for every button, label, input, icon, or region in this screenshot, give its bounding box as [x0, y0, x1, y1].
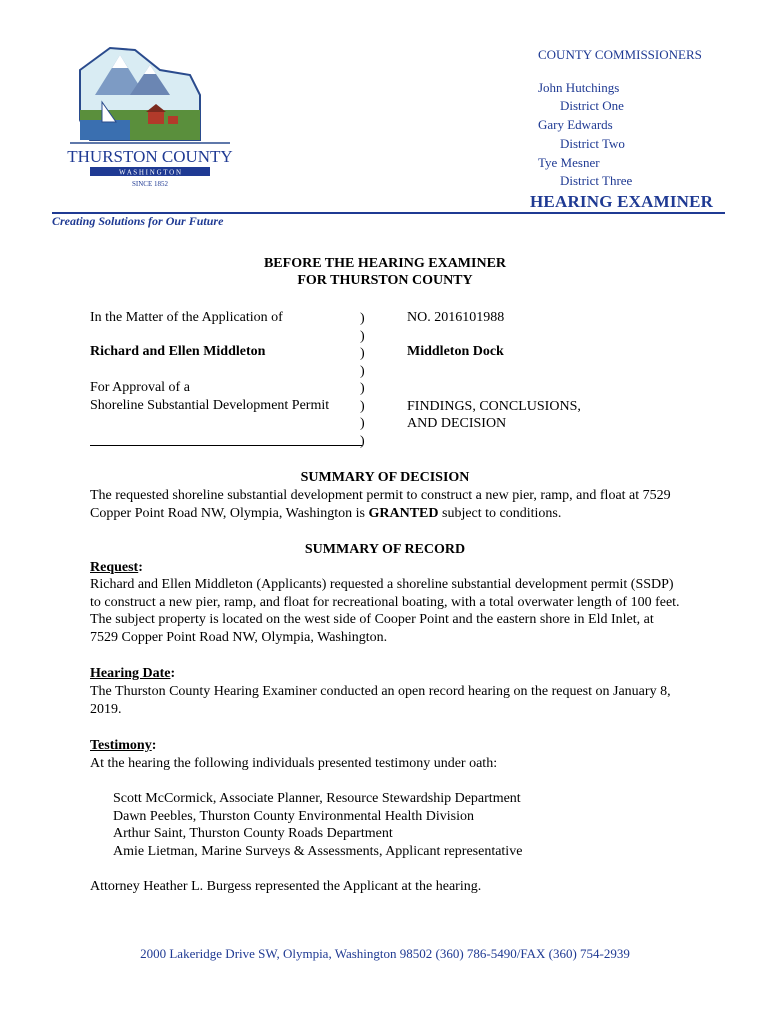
hearing-date-label: Hearing Date: — [90, 666, 176, 681]
doc-title-line2: FOR THURSTON COUNTY — [297, 273, 473, 288]
office-title: HEARING EXAMINER — [530, 192, 714, 211]
project-name: Middleton Dock — [407, 344, 504, 359]
request-label: Request: — [90, 560, 143, 575]
caption-underline — [90, 445, 362, 446]
caption-parens: ) ) ) ) ) ) ) ) — [360, 311, 365, 449]
tagline: Creating Solutions for Our Future — [52, 214, 224, 228]
commissioners-title: COUNTY COMMISSIONERS — [538, 47, 702, 62]
doc-title-line1: BEFORE THE HEARING EXAMINER — [263, 256, 507, 271]
caption-applicants: Richard and Ellen Middleton — [90, 344, 266, 359]
logo-state: W A S H I N G T O N — [118, 168, 182, 177]
caption-approval-line2: Shoreline Substantial Development Permit — [90, 398, 330, 413]
case-number: NO. 2016101988 — [407, 310, 505, 325]
caption-matter: In the Matter of the Application of — [90, 310, 283, 325]
request-text: Richard and Ellen Middleton (Applicants) requested a shoreline substantial development permit (SSDP) to construct a new pier, ramp, and float for recreational boating, with a total overwater length of 100 feet. The subject property is located on the west side of Cooper Point and the eastern shore in Eld Inlet, at 7529 Copper Point Road NW, Olympia, Washington. — [90, 577, 680, 645]
doc-type-line1: FINDINGS, CONCLUSIONS, — [407, 399, 581, 414]
thurston-county-logo — [50, 40, 250, 190]
commissioner-district: District One — [560, 98, 624, 114]
footer-address: 2000 Lakeridge Drive SW, Olympia, Washington 98502 (360) 786-5490/FAX (360) 754-2939 — [140, 946, 630, 961]
list-item: Scott McCormick, Associate Planner, Resource Stewardship Department — [113, 791, 521, 806]
logo-county-name: THURSTON COUNTY — [67, 147, 233, 166]
list-item: Amie Lietman, Marine Surveys & Assessments, Applicant representative — [113, 843, 523, 859]
commissioner-district: District Two — [560, 135, 625, 151]
attorney-text: Attorney Heather L. Burgess represented the Applicant at the hearing. — [90, 879, 482, 894]
list-item: Arthur Saint, Thurston County Roads Department — [113, 826, 393, 842]
summary-decision-heading: SUMMARY OF DECISION — [300, 470, 470, 485]
witness-list — [113, 790, 522, 860]
logo-since: SINCE 1852 — [132, 180, 168, 188]
commissioner-district: District Three — [560, 173, 633, 189]
commissioner-name: Tye Mesner — [538, 154, 600, 170]
list-item: Dawn Peebles, Thurston County Environmental Health Division — [113, 808, 474, 824]
commissioner-name: John Hutchings — [538, 79, 620, 95]
granted-text: GRANTED — [368, 505, 439, 521]
testimony-intro: At the hearing the following individuals presented testimony under oath: — [90, 756, 498, 771]
summary-decision-text: The requested shoreline substantial development permit to construct a new pier, ramp, and float at 7529 Copper Point Road NW, Olympia, Washington is GRANTED subject to conditions. — [90, 488, 671, 521]
commissioners-block — [538, 46, 702, 191]
testimony-label: Testimony: — [90, 738, 157, 753]
caption-approval-line1: For Approval of a — [90, 380, 190, 395]
commissioner-name: Gary Edwards — [538, 117, 613, 133]
summary-record-heading: SUMMARY OF RECORD — [304, 542, 466, 557]
doc-type-line2: AND DECISION — [407, 416, 507, 431]
hearing-date-text: The Thurston County Hearing Examiner conducted an open record hearing on the request on January 8, 2019. — [90, 684, 671, 717]
